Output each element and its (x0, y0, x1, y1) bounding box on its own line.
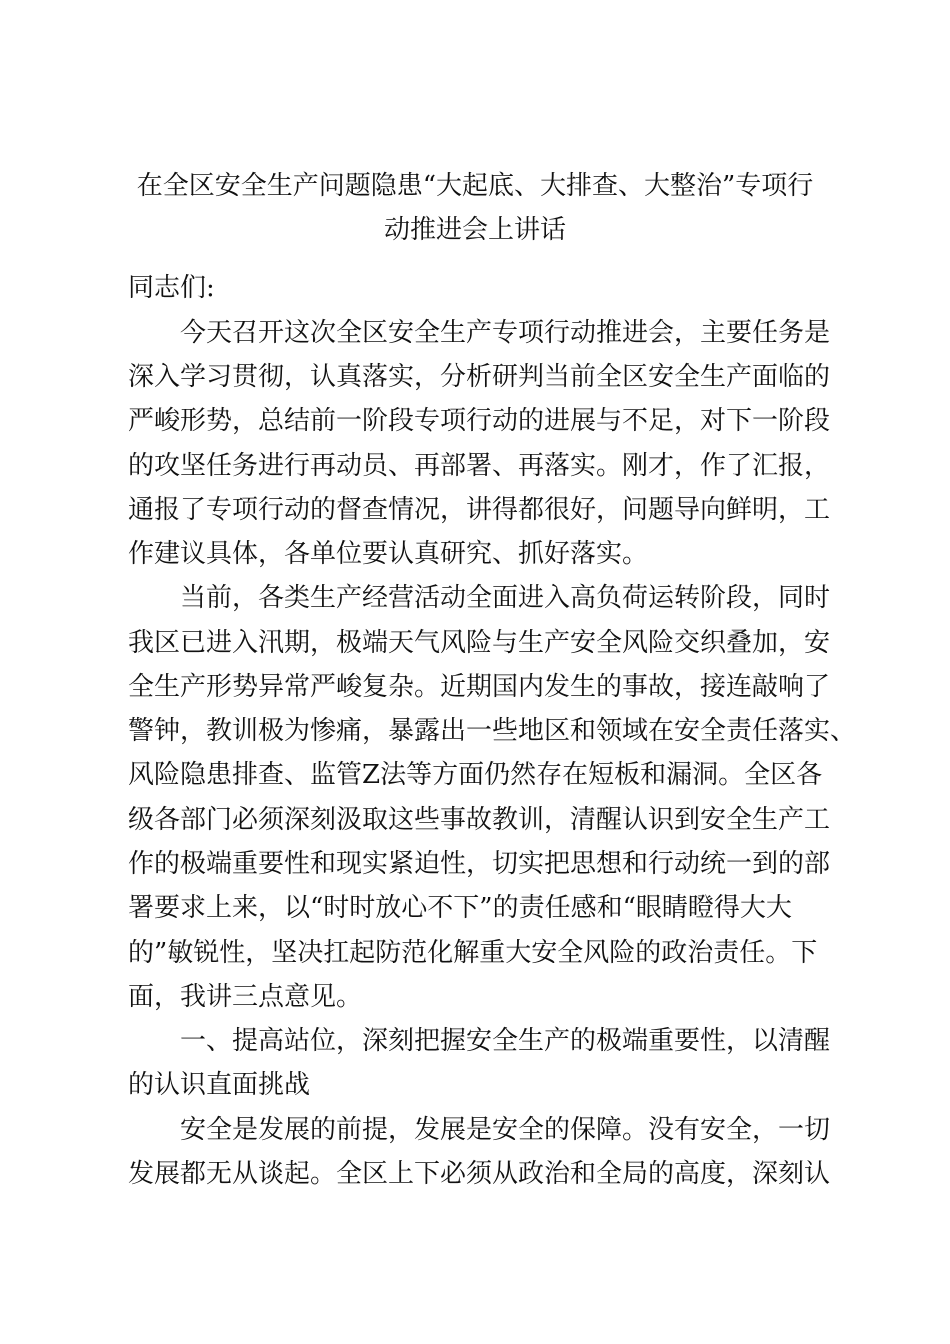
body-line: 我区已进入汛期，极端天气风险与生产安全风险交织叠加，安 (128, 628, 831, 658)
section-heading-line: 的认识直面挑战 (128, 1070, 311, 1100)
body-line: 安全是发展的前提，发展是安全的保障。没有安全，一切 (128, 1115, 831, 1145)
body-line: 全生产形势异常严峻复杂。近期国内发生的事故，接连敲响了 (128, 672, 831, 702)
body-line: 警钟，教训极为惨痛，暴露出一些地区和领域在安全责任落实、 (128, 716, 857, 746)
body-line: 当前，各类生产经营活动全面进入高负荷运转阶段，同时 (128, 583, 831, 613)
body-line: 今天召开这次全区安全生产专项行动推进会，主要任务是 (128, 318, 831, 348)
body-line: 的”敏锐性，坚决扛起防范化解重大安全风险的政治责任。下 (128, 938, 818, 968)
body-line: 发展都无从谈起。全区上下必须从政治和全局的高度，深刻认 (128, 1159, 831, 1189)
body-line: 作建议具体，各单位要认真研究、抓好落实。 (128, 539, 649, 569)
body-line: 风险隐患排查、监管Z法等方面仍然存在短板和漏洞。全区各 (128, 760, 823, 790)
body-line: 署要求上来，以“时时放心不下”的责任感和“眼睛瞪得大大 (128, 893, 792, 923)
body-line: 严峻形势，总结前一阶段专项行动的进展与不足，对下一阶段 (128, 406, 831, 436)
body-line: 作的极端重要性和现实紧迫性，切实把思想和行动统一到的部 (128, 849, 831, 879)
document-title (110, 164, 840, 252)
body-line: 深入学习贯彻，认真落实，分析研判当前全区安全生产面临的 (128, 362, 831, 392)
body-line: 级各部门必须深刻汲取这些事故教训，清醒认识到安全生产工 (128, 805, 831, 835)
section-heading-line: 一、提高站位，深刻把握安全生产的极端重要性，以清醒 (128, 1026, 831, 1056)
body-line: 通报了专项行动的督查情况，讲得都很好，问题导向鲜明，工 (128, 495, 831, 525)
title-line-2: 动推进会上讲话 (383, 215, 566, 245)
body-line: 的攻坚任务进行再动员、再部署、再落实。刚才，作了汇报， (128, 451, 831, 481)
salutation: 同志们: (128, 273, 215, 303)
body-line: 面，我讲三点意见。 (128, 982, 363, 1012)
title-line-1: 在全区安全生产问题隐患“大起底、大排查、大整治”专项行 (136, 171, 814, 201)
